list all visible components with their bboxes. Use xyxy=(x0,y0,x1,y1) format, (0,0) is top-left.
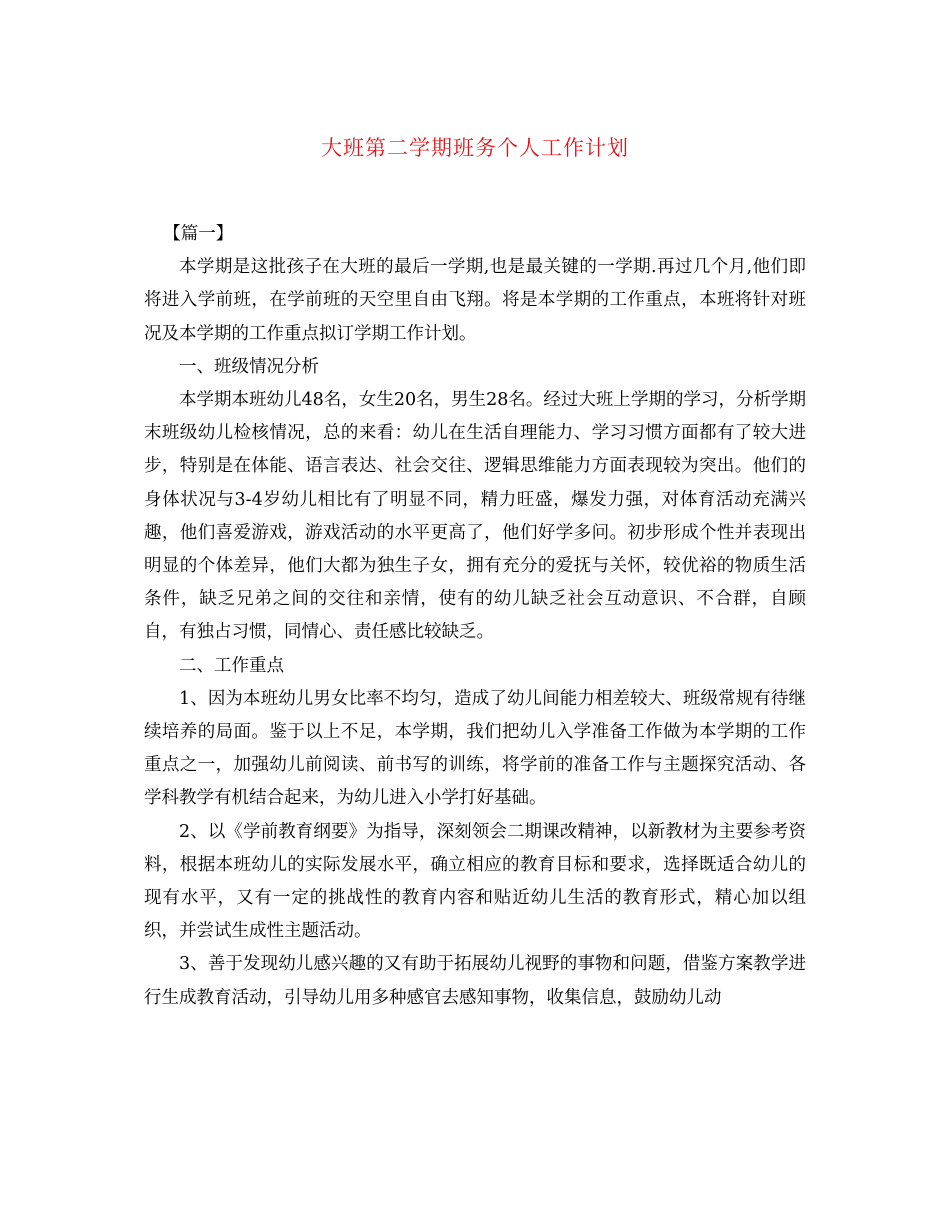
class-analysis-paragraph: 本学期本班幼儿48名，女生20名，男生28名。经过大班上学期的学习，分析学期末班级幼儿检核情况，总的来看：幼儿在生活自理能力、学习习惯方面都有了较大进步，特别是在体能、语言表达、社会交往、逻辑思维能力方面表现较为突出。他们的身体状况与3-4岁幼儿相比有了明显不同，精力旺盛，爆发力强，对体育活动充满兴趣，他们喜爱游戏，游戏活动的水平更高了，他们好学多问。初步形成个性并表现出明显的个体差异，他们大都为独生子女，拥有充分的爱抚与关怀，较优裕的物质生活条件，缺乏兄弟之间的交往和亲情，使有的幼儿缺乏社会互动意识、不合群，自顾自，有独占习惯，同情心、责任感比较缺乏。 xyxy=(144,390,806,643)
section-heading-class-analysis: 一、班级情况分析 xyxy=(179,356,319,377)
intro-paragraph: 本学期是这批孩子在大班的最后一学期,也是最关键的一学期.再过几个月,他们即将进入学前班，在学前班的天空里自由飞翔。将是本学期的工作重点，本班将针对班况及本学期的工作重点拟订学期工作计划。 xyxy=(144,257,806,344)
work-focus-point-3: 3、善于发现幼儿感兴趣的又有助于拓展幼儿视野的事物和问题，借鉴方案教学进行生成教育活动，引导幼儿用多种感官去感知事物，收集信息，鼓励幼儿动 xyxy=(144,954,806,1008)
part-label: 【篇一】 xyxy=(163,224,234,244)
section-heading-work-focus: 二、工作重点 xyxy=(179,655,284,676)
document-title: 大班第二学期班务个人工作计划 xyxy=(321,136,629,160)
work-focus-point-1: 1、因为本班幼儿男女比率不均匀，造成了幼儿间能力相差较大、班级常规有待继续培养的局面。鉴于以上不足，本学期，我们把幼儿入学准备工作做为本学期的工作重点之一，加强幼儿前阅读、前书写的训练，将学前的准备工作与主题探究活动、各学科教学有机结合起来，为幼儿进入小学打好基础。 xyxy=(144,688,806,809)
work-focus-point-2: 2、以《学前教育纲要》为指导，深刻领会二期课改精神，以新教材为主要参考资料，根据本班幼儿的实际发展水平，确立相应的教育目标和要求，选择既适合幼儿的现有水平，又有一定的挑战性的教育内容和贴近幼儿生活的教育形式，精心加以组织，并尝试生成性主题活动。 xyxy=(144,821,806,942)
document-body xyxy=(144,218,806,1015)
